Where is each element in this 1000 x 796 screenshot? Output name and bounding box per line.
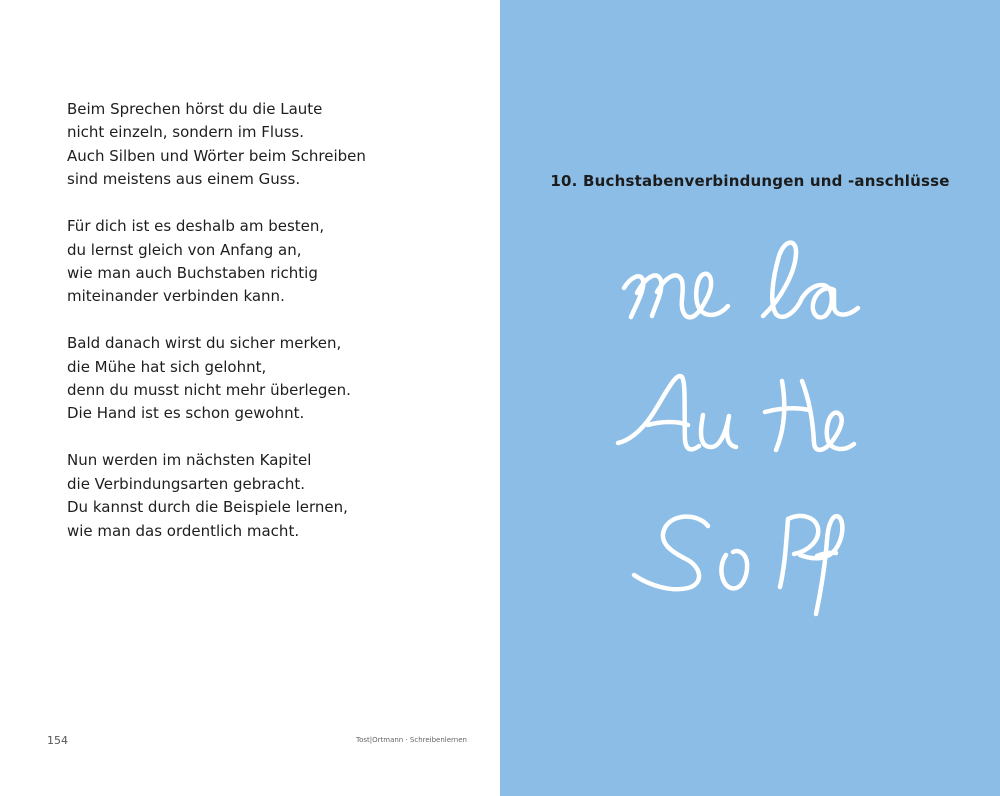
script-me [624, 274, 728, 318]
poem-line: Du kannst durch die Beispiele lernen, [67, 498, 348, 517]
script-pf [780, 516, 842, 614]
script-au [618, 376, 736, 449]
script-examples [500, 0, 1000, 796]
running-footer: Tost|Ortmann · Schreibenlernen [356, 736, 467, 744]
stanza-3 [67, 332, 467, 426]
poem-line: die Verbindungsarten gebracht. [67, 474, 306, 493]
poem-line: du lernst gleich von Anfang an, [67, 240, 302, 259]
poem-line: nicht einzeln, sondern im Fluss. [67, 123, 304, 142]
page-number: 154 [47, 734, 68, 747]
poem-line: Auch Silben und Wörter beim Schreiben [67, 146, 366, 165]
stanza-1 [67, 98, 467, 192]
chapter-title: 10. Buchstabenverbindungen und -anschlüsse [550, 172, 950, 190]
poem [67, 98, 467, 567]
stanza-2 [67, 215, 467, 309]
poem-line: Bald danach wirst du sicher merken, [67, 334, 342, 353]
poem-line: die Mühe hat sich gelohnt, [67, 357, 267, 376]
poem-line: denn du musst nicht mehr überlegen. [67, 381, 351, 400]
poem-line: miteinander verbinden kann. [67, 287, 285, 306]
poem-line: Nun werden im nächsten Kapitel [67, 451, 312, 470]
poem-line: wie man auch Buchstaben richtig [67, 263, 318, 282]
poem-line: Beim Sprechen hörst du die Laute [67, 100, 323, 118]
poem-line: Für dich ist es deshalb am besten, [67, 217, 325, 236]
stanza-4 [67, 449, 467, 543]
script-he [765, 381, 854, 450]
poem-line: Die Hand ist es schon gewohnt. [67, 404, 305, 423]
poem-line: wie man das ordentlich macht. [67, 521, 300, 540]
script-la [763, 243, 858, 318]
poem-line: sind meistens aus einem Guss. [67, 170, 301, 189]
script-so [634, 517, 747, 590]
right-page [500, 0, 1000, 796]
